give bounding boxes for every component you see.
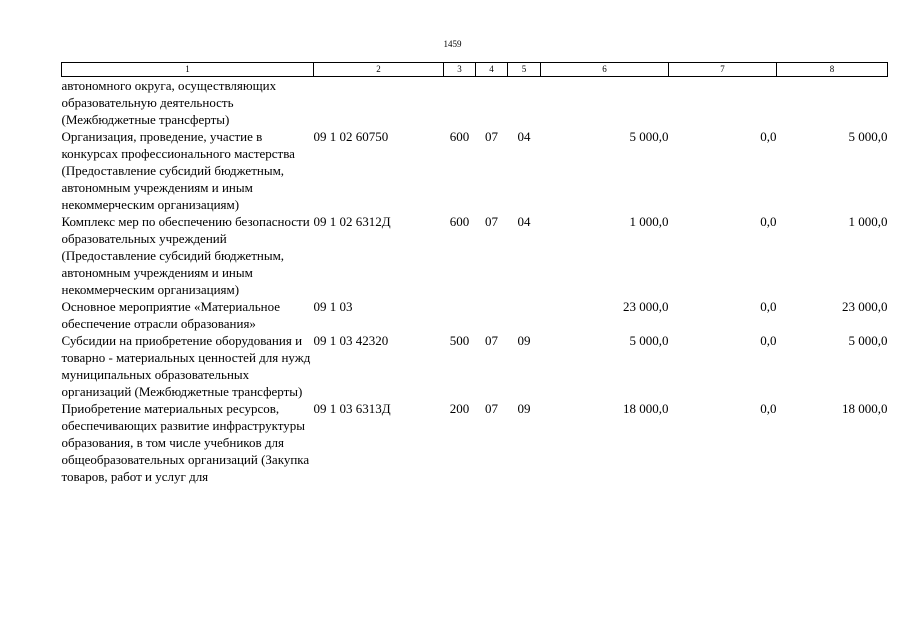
row-col-4: 07 (485, 333, 498, 348)
row-col-7: 0,0 (760, 299, 777, 314)
row-code: 09 1 02 6312Д (313, 214, 391, 229)
row-code: 09 1 03 (313, 299, 353, 314)
row-col-6 (541, 77, 669, 129)
page-number: 1459 (443, 39, 462, 49)
row-description: Основное мероприятие «Материальное обеспечение отрасли образования» (61, 299, 281, 331)
row-col-3: 200 (449, 401, 470, 416)
row-col-8: 23 000,0 (842, 299, 888, 314)
row-col-6: 5 000,0 (629, 129, 669, 144)
row-description: Комплекс мер по обеспечению безопасности образовательных учреждений (Предоставление субсидий бюджетным, автономным учреждениям и иным некоммерческим организациям) (61, 214, 310, 297)
column-header-7: 7 (669, 63, 777, 77)
header-row (62, 63, 888, 77)
row-col-5 (508, 77, 541, 129)
row-col-3: 600 (449, 214, 470, 229)
row-code: 09 1 02 60750 (313, 129, 389, 144)
row-col-4: 07 (485, 214, 498, 229)
row-col-5: 09 (517, 333, 531, 348)
row-col-8: 1 000,0 (848, 214, 888, 229)
table-row (62, 213, 888, 298)
row-col-7: 0,0 (760, 129, 777, 144)
row-col-7: 0,0 (760, 214, 777, 229)
column-header-1: 1 (62, 63, 314, 77)
row-col-5: 04 (517, 129, 531, 144)
row-code: 09 1 03 42320 (313, 333, 389, 348)
row-code: 09 1 03 6313Д (313, 401, 391, 416)
row-description: Приобретение материальных ресурсов, обеспечивающих развитие инфраструктуры образования, в том числе учебников для общеобразовательных организаций (Закупка товаров, работ и услуг для (61, 401, 310, 484)
row-col-6: 5 000,0 (629, 333, 669, 348)
table-row (62, 400, 888, 485)
row-description: автономного округа, осуществляющих образовательную деятельность (Межбюджетные трансферты) (61, 78, 277, 127)
budget-table (61, 62, 888, 485)
row-col-4 (476, 298, 508, 332)
column-header-4: 4 (476, 63, 508, 77)
table-row (62, 298, 888, 332)
column-header-2: 2 (314, 63, 444, 77)
row-col-3: 500 (449, 333, 470, 348)
row-col-3 (444, 77, 476, 129)
row-col-4 (476, 77, 508, 129)
row-col-8: 18 000,0 (842, 401, 888, 416)
row-col-3 (444, 298, 476, 332)
row-col-6: 18 000,0 (623, 401, 669, 416)
column-header-6: 6 (541, 63, 669, 77)
row-col-6: 1 000,0 (629, 214, 669, 229)
table-row (62, 332, 888, 400)
row-description: Организация, проведение, участие в конкурсах профессионального мастерства (Предоставление субсидий бюджетным, автономным учреждениям и иным некоммерческим организациям) (61, 129, 295, 212)
row-col-7 (669, 77, 777, 129)
column-header-3: 3 (444, 63, 476, 77)
row-col-4: 07 (485, 401, 498, 416)
row-code (314, 77, 444, 129)
row-col-6: 23 000,0 (623, 299, 669, 314)
row-col-3: 600 (449, 129, 470, 144)
column-header-5: 5 (508, 63, 541, 77)
row-col-4: 07 (485, 129, 498, 144)
row-description: Субсидии на приобретение оборудования и товарно - материальных ценностей для нужд муниципальных образовательных организаций (Межбюджетные трансферты) (61, 333, 311, 399)
row-col-7: 0,0 (760, 401, 777, 416)
row-col-7: 0,0 (760, 333, 777, 348)
row-col-5 (508, 298, 541, 332)
row-col-8 (777, 77, 888, 129)
row-col-5: 04 (517, 214, 531, 229)
column-header-8: 8 (777, 63, 888, 77)
table-row (62, 128, 888, 213)
row-col-8: 5 000,0 (848, 129, 888, 144)
row-col-8: 5 000,0 (848, 333, 888, 348)
row-col-5: 09 (517, 401, 531, 416)
table-row (62, 77, 888, 129)
